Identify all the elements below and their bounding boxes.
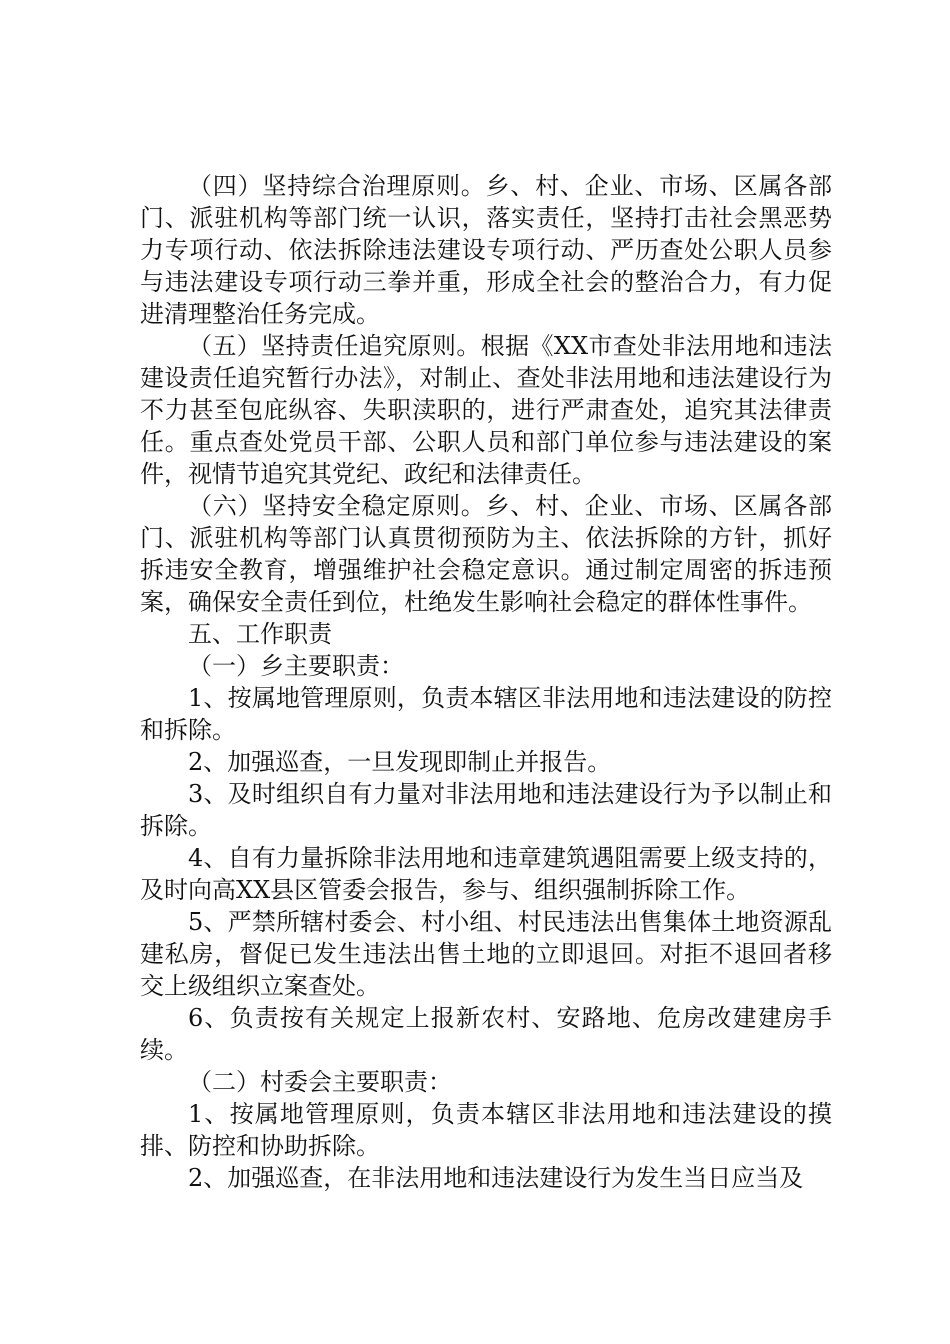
subheading-township-duties: （一）乡主要职责： [188,652,404,680]
subheading-village-duties: （二）村委会主要职责： [188,1068,452,1096]
paragraph-principle-5: （五）坚持责任追究原则。根据《XX市查处非法用地和违法建设责任追究暂行办法》，对制止、查处非法用地和违法建设行为不力甚至包庇纵容、失职渎职的，进行严肃查处，追究其法律责任。重点查处党员干部、公职人员和部门单位参与违法建设的案件，视情节追究其党纪、政纪和法律责任。 [140,332,832,488]
list-item-township-1: 1、按属地管理原则，负责本辖区非法用地和违法建设的防控和拆除。 [140,684,832,744]
list-item-village-2: 2、加强巡查，在非法用地和违法建设行为发生当日应当及 [188,1164,804,1192]
list-item-township-5: 5、严禁所辖村委会、村小组、村民违法出售集体土地资源乱建私房，督促已发生违法出售土地的立即退回。对拒不退回者移交上级组织立案查处。 [140,908,832,1000]
paragraph-principle-6: （六）坚持安全稳定原则。乡、村、企业、市场、区属各部门、派驻机构等部门认真贯彻预防为主、依法拆除的方针，抓好拆违安全教育，增强维护社会稳定意识。通过制定周密的拆违预案，确保安全责任到位，杜绝发生影响社会稳定的群体性事件。 [140,492,832,616]
list-item-township-2: 2、加强巡查，一旦发现即制止并报告。 [188,748,612,776]
list-item-village-1: 1、按属地管理原则，负责本辖区非法用地和违法建设的摸排、防控和协助拆除。 [140,1100,832,1160]
list-item-township-6: 6、负责按有关规定上报新农村、安路地、危房改建建房手续。 [140,1004,832,1064]
list-item-township-3: 3、及时组织自有力量对非法用地和违法建设行为予以制止和拆除。 [140,780,832,840]
paragraph-principle-4: （四）坚持综合治理原则。乡、村、企业、市场、区属各部门、派驻机构等部门统一认识，落实责任，坚持打击社会黑恶势力专项行动、依法拆除违法建设专项行动、严历查处公职人员参与违法建设专项行动三拳并重，形成全社会的整治合力，有力促进清理整治任务完成。 [140,172,832,328]
document-body [140,170,832,1194]
section-heading-duties: 五、工作职责 [188,620,332,648]
list-item-township-4: 4、自有力量拆除非法用地和违章建筑遇阻需要上级支持的，及时向高XX县区管委会报告，参与、组织强制拆除工作。 [140,844,832,904]
